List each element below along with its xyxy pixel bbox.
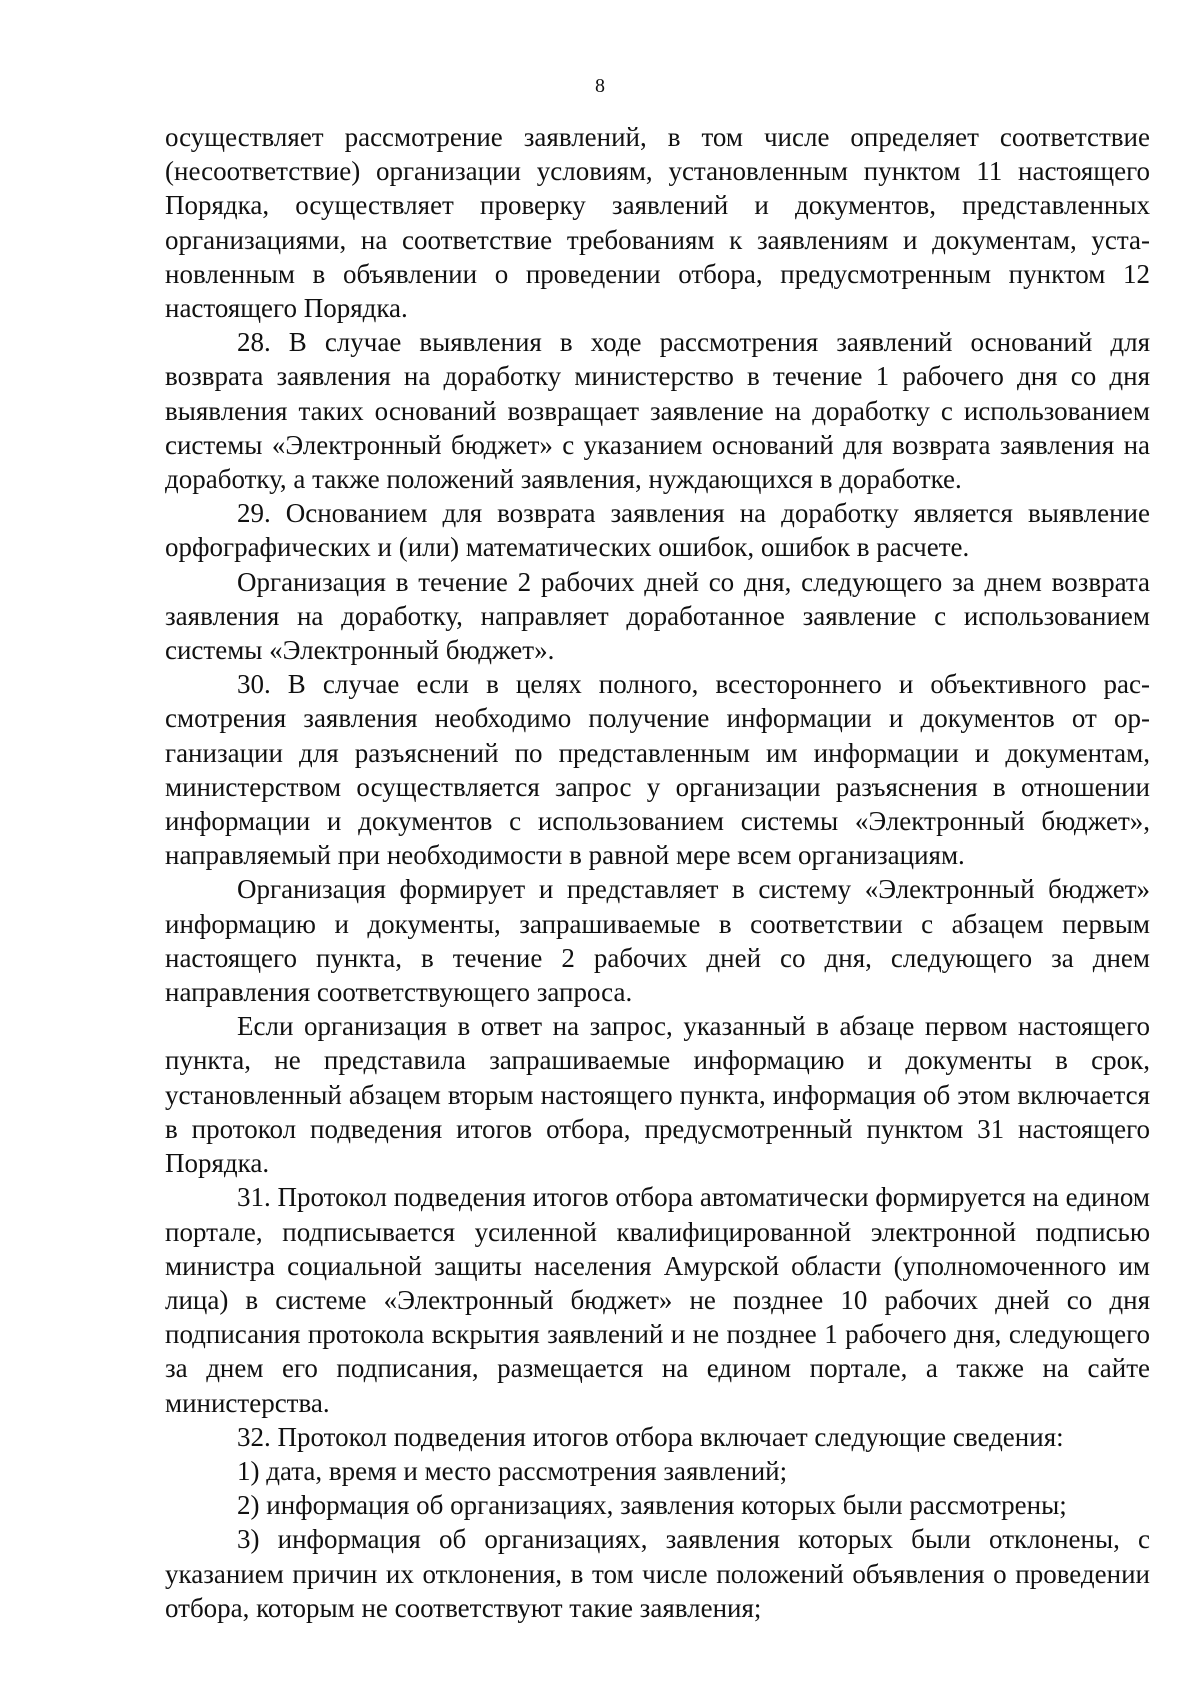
paragraph-item-31: 31. Протокол подведения итогов отбора автоматически формируется на едином портале, подписывается усиленной квалифицированной электронной подписью министра социальной защиты населения Амурской области (уполномоченного им лица) в системе «Электронный бюджет» не позднее 10 рабочих дней со дня подписания протокола вскрытия заявлений и не позднее 1 рабочего дня, следующего за днем его подписания, размещается на едином портале, а также на сайте министерства. (165, 1182, 1150, 1418)
paragraph-item-32: 32. Протокол подведения итогов отбора включает следующие сведения: (237, 1421, 1064, 1452)
document-body (165, 120, 1150, 1625)
paragraph-item-30: 30. В случае если в целях полного, всестороннего и объективного рассмотрения заявления необходимо получение информации и документов от организации для разъяснений по представленным им информации и документам, министерством осуществляется запрос у организации разъяснения в отношении информации и документов с использованием системы «Электронный бюджет», направляемый при необходимости в равной мере всем организациям. (165, 669, 1150, 871)
page-number: 8 (595, 75, 605, 97)
paragraph-item-28: 28. В случае выявления в ходе рассмотрения заявлений оснований для возврата заявления на доработку министерство в течение 1 рабочего дня со дня выявления таких оснований возвращает заявление на доработку с использованием системы «Электронный бюджет» с указанием оснований для возврата заявления на доработку, а также положений заявления, нуждающихся в доработке. (165, 327, 1150, 495)
list-item-3: 3) информация об организациях, заявления которых были отклонены, с указанием причин их отклонения, в том числе положений объявления о проведении отбора, которым не соответствуют такие заявления; (165, 1524, 1150, 1623)
paragraph-item-29: 29. Основанием для возврата заявления на доработку является выявление орфографических и (или) математических ошибок, ошибок в расчете. (165, 498, 1150, 563)
paragraph-item-30-third: Если организация в ответ на запрос, указанный в абзаце первом настоящего пункта, не представила запрашиваемые информацию и документы в срок, установленный абзацем вторым настоящего пункта, информация об этом включается в протокол подведения итогов отбора, предусмотренный пунктом 31 настоящего Порядка. (165, 1011, 1150, 1179)
list-item-1: 1) дата, время и место рассмотрения заявлений; (237, 1455, 788, 1486)
paragraph-item-29-continued: Организация в течение 2 рабочих дней со дня, следующего за днем возврата заявления на доработку, направляет доработанное заявление с использованием системы «Электронный бюджет». (165, 566, 1150, 666)
paragraph-item-30-second: Организация формирует и представляет в систему «Электронный бюджет» информацию и документы, запрашиваемые в соответствии с абзацем первым настоящего пункта, в течение 2 рабочих дней со дня, следующего за днем направления соответствующего запроса. (165, 874, 1150, 1008)
list-item-2: 2) информация об организациях, заявления которых были рассмотрены; (237, 1490, 1067, 1521)
paragraph-continuation: осуществляет рассмотрение заявлений, в том числе определяет соответствие (несоответствие) организации условиям, установленным пунктом 11 настоящего Порядка, осуществляет проверку заявлений и документов, представленных организациями, на соответствие требованиям к заявлениям и документам, установленным в объявлении о проведении отбора, предусмотренным пунктом 12 настоящего Порядка. (165, 122, 1150, 324)
